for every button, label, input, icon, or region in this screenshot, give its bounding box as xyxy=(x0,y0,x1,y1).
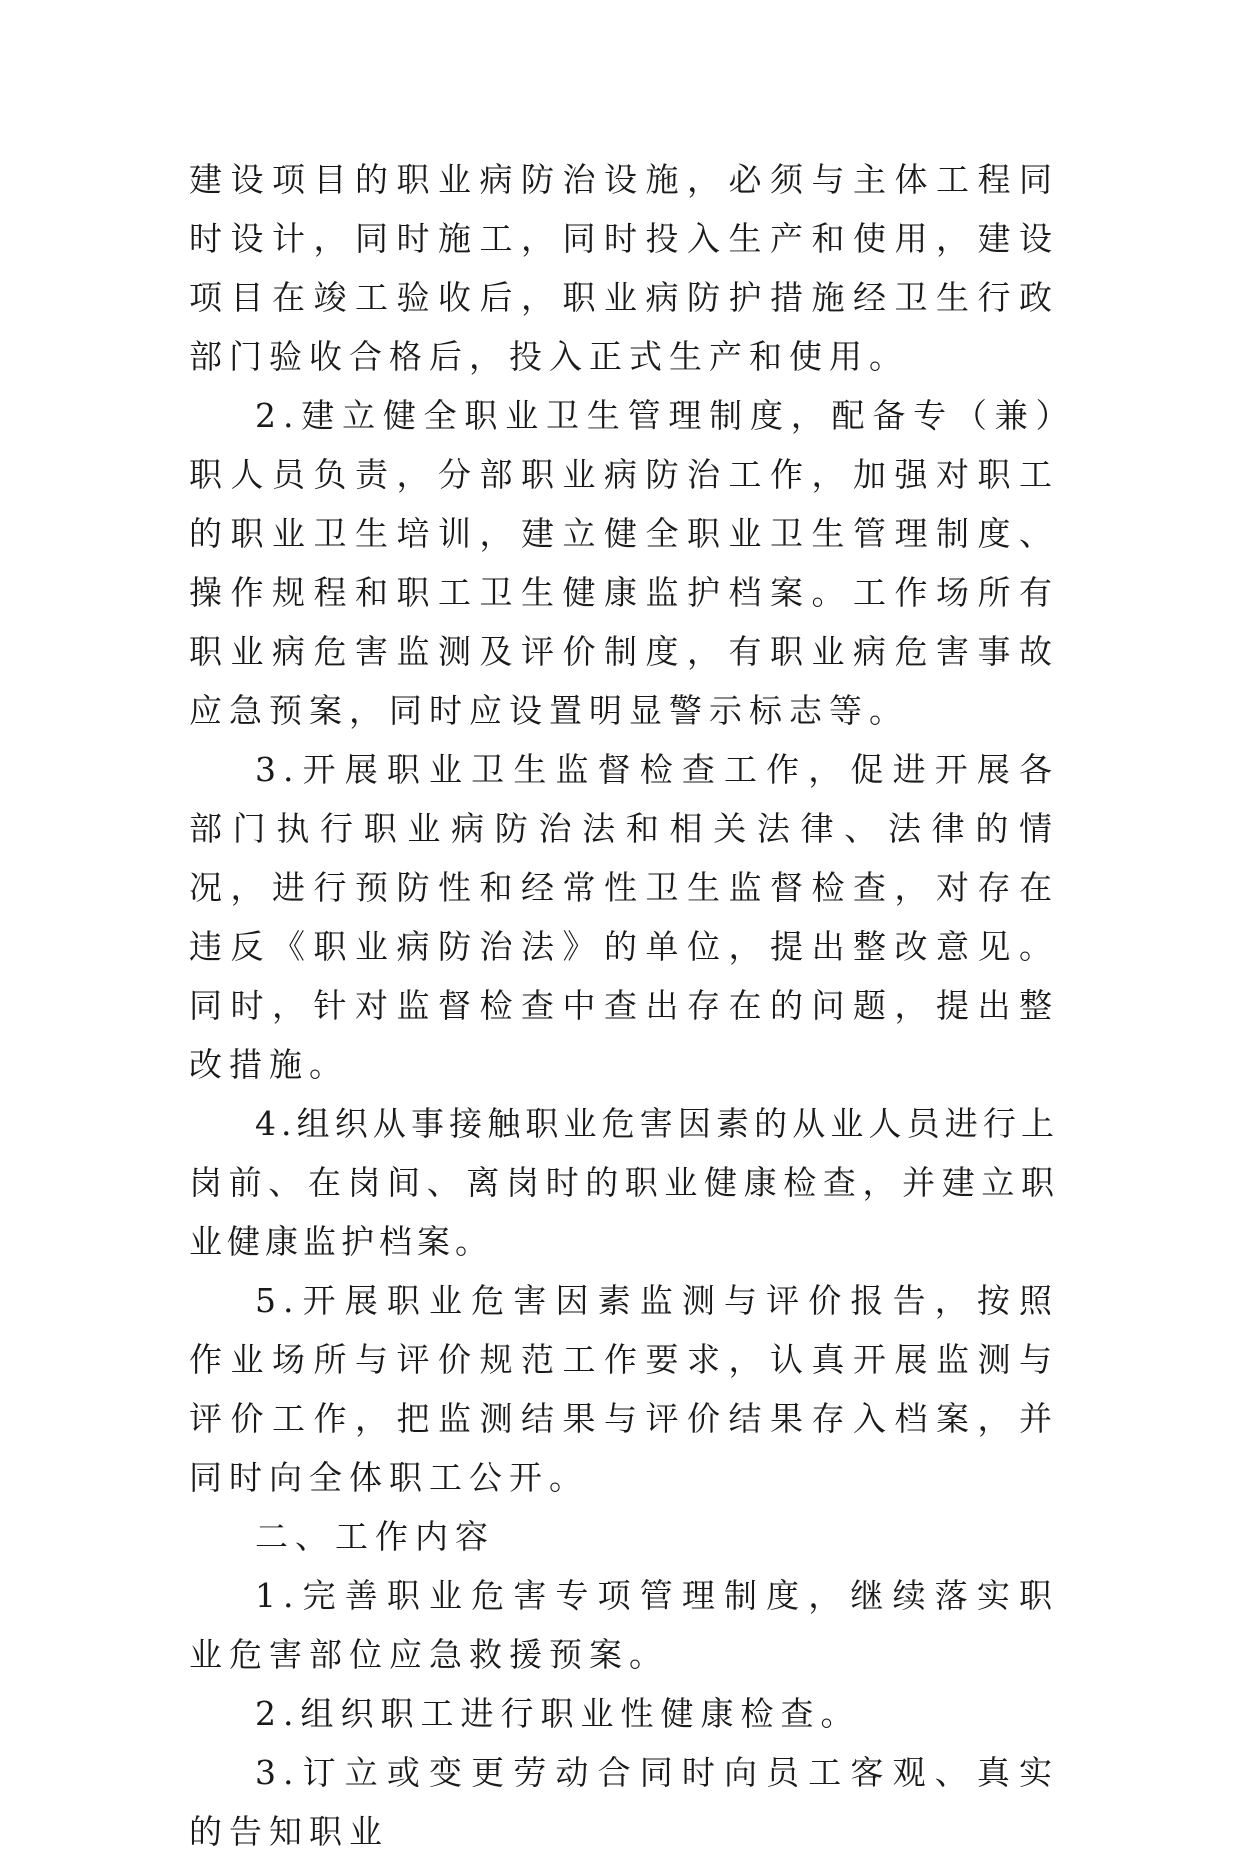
paragraph-work-2: 2.组织职工进行职业性健康检查。 xyxy=(255,1694,861,1733)
paragraph-work-3: 3.订立或变更劳动合同时向员工客观、真实的告知职业 xyxy=(189,1753,1059,1851)
paragraph-item-4: 4.组织从事接触职业危害因素的从业人员进行上岗前、在岗间、离岗时的职业健康检查，并建立职业健康监护档案。 xyxy=(189,1104,1059,1261)
paragraph-facilities: 建设项目的职业病防治设施，必须与主体工程同时设计，同时施工，同时投入生产和使用，建设项目在竣工验收后，职业病防护措施经卫生行政部门验收合格后，投入正式生产和使用。 xyxy=(189,160,1059,376)
paragraph-item-5: 5.开展职业危害因素监测与评价报告，按照作业场所与评价规范工作要求，认真开展监测与评价工作，把监测结果与评价结果存入档案，并同时向全体职工公开。 xyxy=(189,1281,1059,1497)
document-page xyxy=(189,150,1059,1861)
paragraph-work-1: 1.完善职业危害专项管理制度，继续落实职业危害部位应急救援预案。 xyxy=(189,1576,1059,1674)
paragraph-item-2: 2.建立健全职业卫生管理制度，配备专（兼）职人员负责，分部职业病防治工作，加强对职工的职业卫生培训，建立健全职业卫生管理制度、操作规程和职工卫生健康监护档案。工作场所有职业病危害监测及评价制度，有职业病危害事故应急预案，同时应设置明显警示标志等。 xyxy=(189,396,1059,730)
paragraph-item-3: 3.开展职业卫生监督检查工作，促进开展各部门执行职业病防治法和相关法律、法律的情况，进行预防性和经常性卫生监督检查，对存在违反《职业病防治法》的单位，提出整改意见。同时，针对监督检查中查出存在的问题，提出整改措施。 xyxy=(189,750,1059,1084)
section-heading-work-content: 二、工作内容 xyxy=(255,1517,495,1556)
